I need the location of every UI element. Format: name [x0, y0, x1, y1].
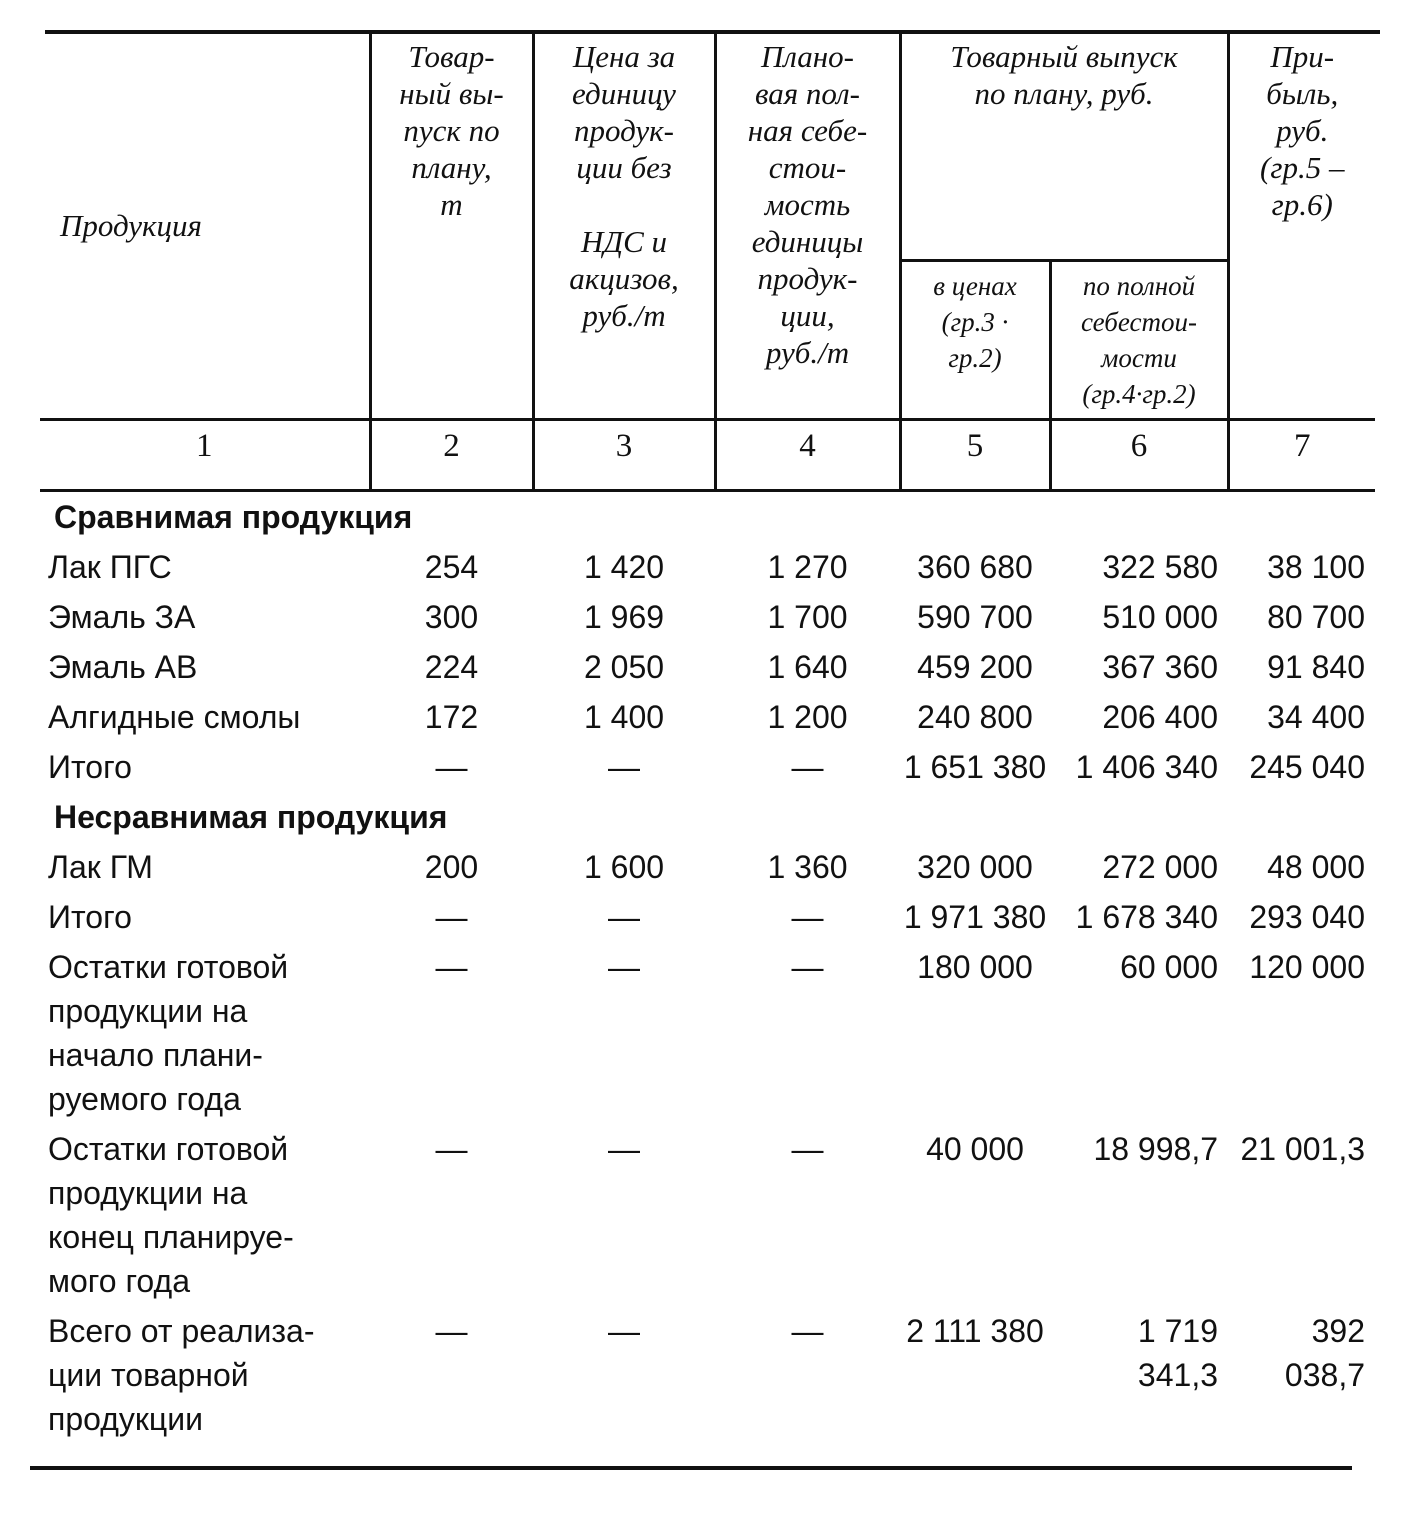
- cell-col6: 1 678 340: [1075, 899, 1218, 935]
- row-label: Лак ПГС: [48, 549, 172, 585]
- header-profit: При- быль, руб. (гр.5 – гр.6): [1260, 39, 1345, 222]
- cell-col4: 1 200: [767, 699, 848, 735]
- cell-col3: —: [608, 1313, 640, 1349]
- header-unit-cost: Плано- вая пол- ная себе- стои- мость единицы продук- ции, руб./т: [715, 32, 900, 420]
- cell-col5: 2 111 380: [906, 1313, 1044, 1349]
- cell-col7: 34 400: [1267, 699, 1365, 735]
- cell-col5: 360 680: [917, 549, 1033, 585]
- cell-col4: 1 700: [767, 599, 848, 635]
- table-row: [40, 542, 1375, 592]
- cell-col5: 40 000: [926, 1131, 1024, 1167]
- header-planned-output-t: Товар- ный вы- пуск по плану, т: [370, 32, 533, 420]
- cell-col4: —: [791, 899, 824, 935]
- cell-col2: 224: [424, 649, 479, 685]
- cell-col6: 322 580: [1102, 549, 1218, 585]
- cell-col2: 200: [424, 849, 479, 885]
- cell-col4: 1 270: [767, 549, 848, 585]
- cell-col2: 254: [424, 549, 479, 585]
- column-number: 7: [1228, 420, 1375, 491]
- cell-col7: 91 840: [1267, 649, 1365, 685]
- table-row: [40, 692, 1375, 742]
- column-number: 3: [533, 420, 715, 491]
- cell-col5: 1 971 380: [903, 899, 1047, 935]
- row-label: Всего от реализа- ции товарной продукции: [48, 1313, 315, 1437]
- header-in-prices: в ценах (гр.3 · гр.2): [900, 261, 1050, 420]
- cell-col3: —: [608, 949, 640, 985]
- cell-col3: 1 600: [583, 849, 665, 885]
- row-label: Алгидные смолы: [48, 699, 301, 735]
- cell-col5: 240 800: [917, 699, 1033, 735]
- cell-col4: —: [791, 749, 824, 785]
- cell-col5: 180 000: [917, 949, 1033, 985]
- cell-col2: 300: [424, 599, 479, 635]
- cell-col2: —: [435, 749, 468, 785]
- row-label: Эмаль АВ: [48, 649, 198, 685]
- table-row: [40, 1124, 1375, 1306]
- table-row: [40, 642, 1375, 692]
- cell-col4: 1 640: [767, 649, 848, 685]
- table-row: [40, 842, 1375, 892]
- bottom-rule: [30, 1466, 1352, 1470]
- cell-col3: 2 050: [583, 649, 665, 685]
- cell-col7: 245 040: [1249, 749, 1365, 785]
- row-label: Эмаль ЗА: [48, 599, 196, 635]
- cell-col3: 1 420: [583, 549, 665, 585]
- column-number: 6: [1050, 420, 1228, 491]
- cell-col3: 1 969: [583, 599, 665, 635]
- cell-col6: 1 719 341,3: [1137, 1313, 1218, 1393]
- table-row: [40, 742, 1375, 792]
- cell-col7: 293 040: [1249, 899, 1365, 935]
- table-row: [40, 892, 1375, 942]
- section-row: [40, 491, 1375, 543]
- cell-col6: 18 998,7: [1093, 1131, 1218, 1167]
- cell-col5: 320 000: [917, 849, 1033, 885]
- cell-col2: —: [435, 899, 468, 935]
- column-number: 1: [40, 420, 370, 491]
- cell-col2: —: [435, 1131, 468, 1167]
- cell-col4: 1 360: [767, 849, 848, 885]
- cell-col3: —: [608, 899, 640, 935]
- cell-col7: 48 000: [1267, 849, 1365, 885]
- column-numbers-row: [40, 420, 1375, 491]
- header-planned-output-rub: Товарный выпуск по плану, руб.: [900, 32, 1228, 261]
- cell-col5: 590 700: [917, 599, 1033, 635]
- cell-col6: 510 000: [1102, 599, 1218, 635]
- cell-col6: 367 360: [1102, 649, 1218, 685]
- cell-col2: —: [435, 1313, 468, 1349]
- cell-col2: 172: [424, 699, 479, 735]
- header-unit-price: Цена за единицу продук- ции без НДС и акцизов, руб./т: [533, 32, 715, 420]
- column-number: 2: [370, 420, 533, 491]
- cell-col3: —: [608, 1131, 640, 1167]
- cell-col6: 206 400: [1102, 699, 1218, 735]
- section-row: [40, 792, 1375, 842]
- cell-col2: —: [435, 949, 468, 985]
- cell-col5: 1 651 380: [903, 749, 1047, 785]
- row-label: Итого: [48, 749, 132, 785]
- table-row: [40, 942, 1375, 1124]
- cell-col4: —: [791, 949, 824, 985]
- cell-col3: —: [608, 749, 640, 785]
- column-number: 4: [715, 420, 900, 491]
- cell-col6: 1 406 340: [1075, 749, 1218, 785]
- table-row: [40, 1306, 1375, 1444]
- cell-col7: 120 000: [1249, 949, 1365, 985]
- header-product: Продукция: [40, 32, 370, 420]
- column-number: 5: [900, 420, 1050, 491]
- section-heading: Несравнимая продукция: [54, 799, 448, 835]
- cell-col7: 38 100: [1267, 549, 1365, 585]
- cell-col3: 1 400: [583, 699, 665, 735]
- cell-col6: 60 000: [1120, 949, 1218, 985]
- row-label: Лак ГМ: [48, 849, 153, 885]
- section-heading: Сравнимая продукция: [54, 499, 413, 535]
- row-label: Остатки готовой продукции на конец планируе- мого года: [48, 1131, 294, 1299]
- header-at-full-cost: по полной себестои- мости (гр.4·гр.2): [1050, 261, 1228, 420]
- table-row: [40, 592, 1375, 642]
- cell-col4: —: [791, 1313, 824, 1349]
- row-label: Остатки готовой продукции на начало плани- руемого года: [48, 949, 289, 1117]
- cell-col6: 272 000: [1102, 849, 1218, 885]
- cell-col7: 21 001,3: [1240, 1131, 1365, 1167]
- cell-col7: 80 700: [1267, 599, 1365, 635]
- cell-col5: 459 200: [917, 649, 1033, 685]
- cell-col7: 392 038,7: [1284, 1313, 1365, 1393]
- row-label: Итого: [48, 899, 132, 935]
- product-output-table: [40, 32, 1375, 1444]
- cell-col4: —: [791, 1131, 824, 1167]
